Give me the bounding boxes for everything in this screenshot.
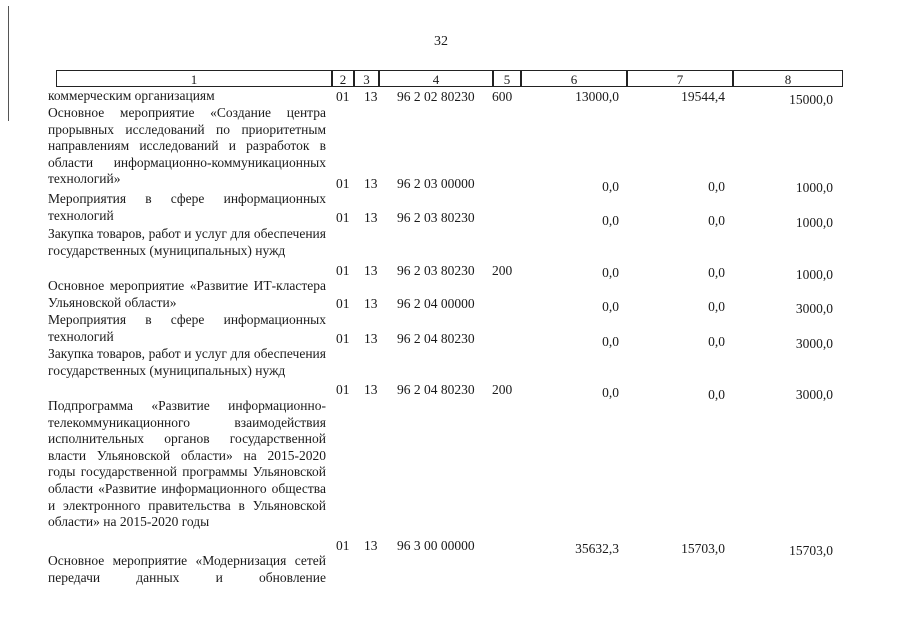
margin-rule	[8, 6, 9, 121]
row-0-col7: 19544,4	[681, 89, 725, 104]
row-6-description: Закупка товаров, работ и услуг для обеспечения государственных (муниципальных) нужд	[48, 346, 326, 378]
row-0-col3: 13	[364, 89, 378, 104]
row-3-col8: 1000,0	[795, 267, 833, 282]
page-number: 32	[434, 34, 448, 49]
row-2-col6: 0,0	[602, 213, 619, 228]
row-0-col4: 96 2 02 80230	[397, 89, 475, 104]
header-col-2: 2	[332, 70, 354, 87]
row-5-col3: 13	[364, 331, 378, 346]
row-2-description: Мероприятия в сфере информационных технологий	[48, 191, 326, 223]
header-col-1: 1	[56, 70, 332, 87]
header-col-7: 7	[627, 70, 733, 87]
row-1-col2: 01	[336, 176, 350, 191]
row-5-col6: 0,0	[602, 334, 619, 349]
row-7-description: Подпрограмма «Развитие информационно-телекоммуникационного взаимодействия исполнительных органов государственной власти Ульяновской области» на 2015-2020 годы государственной программы Ульяновской области «Развитие информационного общества и электронного правительства в Ульяновской области» на 2015-2020 годы	[48, 398, 326, 530]
row-7-col2: 01	[336, 538, 350, 553]
row-6-col5: 200	[492, 382, 513, 397]
row-2-col7: 0,0	[708, 213, 725, 228]
header-col-3: 3	[354, 70, 379, 87]
row-4-col3: 13	[364, 296, 378, 311]
row-1-col4: 96 2 03 00000	[397, 176, 475, 191]
row-1-col6: 0,0	[602, 179, 619, 194]
row-2-col2: 01	[336, 210, 350, 225]
row-6-col8: 3000,0	[795, 387, 833, 402]
row-4-col6: 0,0	[602, 299, 619, 314]
row-6-col6: 0,0	[602, 385, 619, 400]
row-4-col7: 0,0	[708, 299, 725, 314]
row-6-col2: 01	[336, 382, 350, 397]
row-7-col4: 96 3 00 00000	[397, 538, 475, 553]
row-5-description: Мероприятия в сфере информационных технологий	[48, 312, 326, 344]
row-6-col4: 96 2 04 80230	[397, 382, 475, 397]
row-1-col7: 0,0	[708, 179, 725, 194]
row-3-col3: 13	[364, 263, 378, 278]
row-2-col8: 1000,0	[795, 215, 833, 230]
row-6-col3: 13	[364, 382, 378, 397]
row-7-col6: 35632,3	[575, 541, 619, 556]
row-0-col6: 13000,0	[575, 89, 619, 104]
row-0-col8: 15000,0	[789, 92, 833, 107]
row-0-col5: 600	[492, 89, 513, 104]
row-4-description: Основное мероприятие «Развитие ИТ-кластера Ульяновской области»	[48, 278, 326, 310]
row-5-col2: 01	[336, 331, 350, 346]
row-7-col3: 13	[364, 538, 378, 553]
row-3-col4: 96 2 03 80230	[397, 263, 475, 278]
row-3-col5: 200	[492, 263, 513, 278]
header-col-6: 6	[521, 70, 627, 87]
row-5-col4: 96 2 04 80230	[397, 331, 475, 346]
row-5-col8: 3000,0	[795, 336, 833, 351]
row-3-col2: 01	[336, 263, 350, 278]
row-2-col4: 96 2 03 80230	[397, 210, 475, 225]
row-0-col2: 01	[336, 89, 350, 104]
row-7-col7: 15703,0	[681, 541, 725, 556]
row-3-col7: 0,0	[708, 265, 725, 280]
row-3-col6: 0,0	[602, 265, 619, 280]
table-header	[56, 70, 843, 87]
header-col-5: 5	[493, 70, 521, 87]
row-4-col2: 01	[336, 296, 350, 311]
row-5-col7: 0,0	[708, 334, 725, 349]
row-2-col3: 13	[364, 210, 378, 225]
row-4-col8: 3000,0	[795, 301, 833, 316]
header-col-4: 4	[379, 70, 493, 87]
row-1-col3: 13	[364, 176, 378, 191]
row-8-description: Основное мероприятие «Модернизация сетей передачи данных и обновление	[48, 553, 326, 585]
row-1-description: Основное мероприятие «Создание центра прорывных исследований по приоритетным направлениям исследований и разработок в области информационно-коммуникационных технологий»	[48, 105, 326, 187]
row-7-col8: 15703,0	[789, 543, 833, 558]
row-6-col7: 0,0	[708, 387, 725, 402]
row-1-col8: 1000,0	[795, 180, 833, 195]
row-3-description: Закупка товаров, работ и услуг для обеспечения государственных (муниципальных) нужд	[48, 226, 326, 258]
row-4-col4: 96 2 04 00000	[397, 296, 475, 311]
row-0-description: коммерческим организациям	[48, 88, 215, 103]
header-col-8: 8	[733, 70, 843, 87]
